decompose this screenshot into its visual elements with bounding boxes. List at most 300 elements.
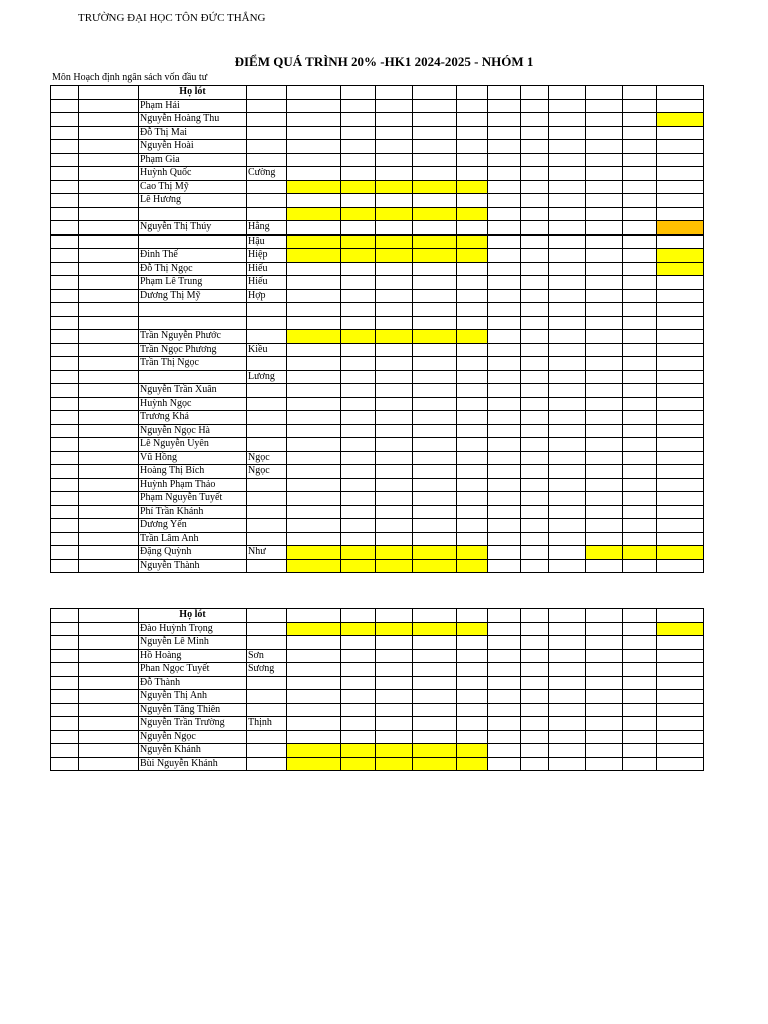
table-row (51, 316, 704, 330)
score-cell (586, 703, 623, 717)
score-cell (413, 411, 457, 425)
score-cell (521, 411, 549, 425)
score-cell (657, 424, 704, 438)
score-cell (413, 424, 457, 438)
score-cell (488, 478, 521, 492)
score-cell (623, 276, 657, 290)
score-cell (488, 757, 521, 771)
score-cell (657, 153, 704, 167)
score-cell (413, 546, 457, 560)
score-cell (413, 663, 457, 677)
cell-stt (51, 126, 79, 140)
score-cell (413, 397, 457, 411)
score-cell (457, 249, 488, 263)
score-cell (549, 235, 586, 249)
school-name: TRƯỜNG ĐẠI HỌC TÔN ĐỨC THẮNG (78, 12, 266, 24)
cell-mssv (79, 622, 139, 636)
cell-ho-lot: Nguyễn Tăng Thiên (139, 703, 247, 717)
score-cell (413, 451, 457, 465)
score-cell (457, 235, 488, 249)
score-cell (488, 676, 521, 690)
score-cell (341, 153, 376, 167)
score-cell (657, 559, 704, 573)
score-cell (413, 249, 457, 263)
score-cell (413, 492, 457, 506)
score-cell (341, 451, 376, 465)
score-cell (549, 478, 586, 492)
score-cell (457, 465, 488, 479)
score-cell (623, 330, 657, 344)
score-cell (521, 343, 549, 357)
cell-ho-lot: Lê Nguyễn Uyên (139, 438, 247, 452)
score-cell (376, 153, 413, 167)
score-cell (657, 316, 704, 330)
cell-ho-lot: Hoàng Thị Bích (139, 465, 247, 479)
score-cell (488, 153, 521, 167)
cell-stt (51, 744, 79, 758)
table-row (51, 411, 704, 425)
cell-mssv (79, 370, 139, 384)
score-cell (341, 276, 376, 290)
cell-stt (51, 532, 79, 546)
score-cell (341, 343, 376, 357)
score-cell (586, 140, 623, 154)
score-cell (521, 465, 549, 479)
table-row (51, 99, 704, 113)
score-cell (413, 357, 457, 371)
score-cell (657, 235, 704, 249)
score-cell (586, 411, 623, 425)
cell-ho-lot: Nguyễn Ngọc Hà (139, 424, 247, 438)
score-cell (488, 438, 521, 452)
cell-mssv (79, 153, 139, 167)
cell-mssv (79, 478, 139, 492)
score-cell (376, 249, 413, 263)
cell-mssv (79, 330, 139, 344)
cell-ho-lot (139, 207, 247, 221)
score-cell (521, 717, 549, 731)
score-cell (376, 663, 413, 677)
cell-ten: Thịnh (247, 717, 287, 731)
cell-stt (51, 717, 79, 731)
cell-ten: Hiệp (247, 249, 287, 263)
score-cell (623, 384, 657, 398)
score-cell (376, 167, 413, 181)
score-cell (623, 744, 657, 758)
score-cell (413, 316, 457, 330)
cell-mssv (79, 113, 139, 127)
cell-mssv (79, 505, 139, 519)
cell-ten (247, 140, 287, 154)
cell-ten: Lương (247, 370, 287, 384)
score-cell (341, 330, 376, 344)
score-cell (376, 622, 413, 636)
score-cell (376, 690, 413, 704)
score-cell (549, 140, 586, 154)
score-cell (413, 99, 457, 113)
table-row (51, 424, 704, 438)
score-cell (457, 330, 488, 344)
score-cell (586, 492, 623, 506)
cell-ho-lot: Nguyễn Hoài (139, 140, 247, 154)
score-cell (657, 330, 704, 344)
score-cell (549, 649, 586, 663)
score-cell (521, 478, 549, 492)
table-header-row (51, 86, 704, 100)
score-cell (287, 478, 341, 492)
score-cell (657, 649, 704, 663)
cell-ten (247, 411, 287, 425)
table-row (51, 622, 704, 636)
table-row (51, 384, 704, 398)
cell-mssv (79, 235, 139, 249)
score-cell (376, 744, 413, 758)
score-cell (413, 649, 457, 663)
score-cell (623, 180, 657, 194)
cell-mssv (79, 546, 139, 560)
score-cell (287, 438, 341, 452)
score-cell (457, 221, 488, 235)
score-cell (549, 717, 586, 731)
score-cell (287, 411, 341, 425)
score-cell (341, 140, 376, 154)
score-cell (287, 221, 341, 235)
cell-ho-lot: Nguyễn Ngọc (139, 730, 247, 744)
score-cell (623, 622, 657, 636)
cell-stt (51, 559, 79, 573)
table-row (51, 532, 704, 546)
score-cell (623, 730, 657, 744)
score-cell (341, 126, 376, 140)
score-cell (586, 99, 623, 113)
header-cell (586, 86, 623, 100)
cell-stt (51, 505, 79, 519)
cell-ten (247, 703, 287, 717)
score-cell (287, 289, 341, 303)
score-cell (287, 316, 341, 330)
score-cell (341, 316, 376, 330)
score-cell (341, 262, 376, 276)
score-cell (457, 676, 488, 690)
score-cell (376, 221, 413, 235)
cell-ho-lot (139, 235, 247, 249)
score-cell (457, 519, 488, 533)
cell-ten: Như (247, 546, 287, 560)
cell-ten (247, 730, 287, 744)
score-cell (549, 546, 586, 560)
score-cell (657, 140, 704, 154)
score-cell (657, 546, 704, 560)
header-ho-lot: Họ lót (139, 86, 247, 100)
cell-ho-lot: Đỗ Thị Mai (139, 126, 247, 140)
score-cell (586, 519, 623, 533)
cell-ten (247, 676, 287, 690)
cell-mssv (79, 207, 139, 221)
score-cell (341, 703, 376, 717)
score-cell (457, 717, 488, 731)
cell-ho-lot: Nguyễn Thành (139, 559, 247, 573)
cell-stt (51, 438, 79, 452)
score-cell (549, 663, 586, 677)
score-cell (287, 180, 341, 194)
cell-ho-lot (139, 370, 247, 384)
score-cell (549, 303, 586, 317)
score-cell (376, 357, 413, 371)
score-cell (341, 532, 376, 546)
score-cell (376, 676, 413, 690)
score-cell (413, 153, 457, 167)
score-cell (457, 559, 488, 573)
cell-mssv (79, 559, 139, 573)
cell-ten: Ngọc (247, 451, 287, 465)
score-cell (549, 622, 586, 636)
score-cell (623, 221, 657, 235)
score-cell (586, 397, 623, 411)
table-row (51, 663, 704, 677)
score-cell (657, 505, 704, 519)
score-cell (586, 384, 623, 398)
score-cell (657, 167, 704, 181)
score-cell (521, 532, 549, 546)
score-cell (457, 744, 488, 758)
score-cell (376, 546, 413, 560)
score-cell (341, 384, 376, 398)
score-cell (413, 519, 457, 533)
cell-ten (247, 636, 287, 650)
score-cell (549, 167, 586, 181)
cell-ten (247, 744, 287, 758)
score-cell (413, 438, 457, 452)
score-cell (376, 438, 413, 452)
score-cell (376, 532, 413, 546)
cell-ho-lot: Cao Thị Mỹ (139, 180, 247, 194)
header-cell (376, 609, 413, 623)
score-cell (488, 384, 521, 398)
score-cell (521, 316, 549, 330)
score-cell (457, 262, 488, 276)
score-cell (623, 113, 657, 127)
cell-ho-lot: Trần Nguyễn Phước (139, 330, 247, 344)
score-cell (549, 532, 586, 546)
cell-ten: Hiếu (247, 276, 287, 290)
table-row (51, 262, 704, 276)
score-cell (413, 730, 457, 744)
score-cell (376, 424, 413, 438)
score-cell (586, 370, 623, 384)
score-cell (287, 330, 341, 344)
header-cell (521, 609, 549, 623)
score-cell (521, 690, 549, 704)
score-cell (457, 478, 488, 492)
score-cell (488, 559, 521, 573)
cell-ten (247, 622, 287, 636)
table-row (51, 194, 704, 208)
header-cell (488, 609, 521, 623)
score-cell (376, 180, 413, 194)
score-cell (623, 207, 657, 221)
score-cell (457, 424, 488, 438)
table-row (51, 289, 704, 303)
score-cell (287, 636, 341, 650)
score-cell (457, 357, 488, 371)
cell-ho-lot: Phí Trần Khánh (139, 505, 247, 519)
score-cell (549, 676, 586, 690)
score-cell (521, 99, 549, 113)
table-row (51, 140, 704, 154)
score-cell (457, 113, 488, 127)
score-cell (457, 316, 488, 330)
score-cell (287, 167, 341, 181)
cell-mssv (79, 397, 139, 411)
score-cell (549, 249, 586, 263)
score-cell (521, 180, 549, 194)
cell-mssv (79, 194, 139, 208)
cell-stt (51, 370, 79, 384)
header-cell (287, 86, 341, 100)
header-cell (413, 86, 457, 100)
score-cell (413, 207, 457, 221)
score-cell (521, 113, 549, 127)
score-cell (657, 690, 704, 704)
header-cell (549, 86, 586, 100)
score-cell (623, 370, 657, 384)
score-cell (457, 140, 488, 154)
table-row (51, 492, 704, 506)
score-cell (413, 532, 457, 546)
cell-stt (51, 99, 79, 113)
score-cell (521, 744, 549, 758)
score-cell (287, 546, 341, 560)
table-row (51, 221, 704, 235)
score-cell (521, 703, 549, 717)
table-row (51, 357, 704, 371)
score-cell (376, 140, 413, 154)
cell-ho-lot: Phạm Gia (139, 153, 247, 167)
score-cell (521, 649, 549, 663)
cell-mssv (79, 636, 139, 650)
score-cell (376, 262, 413, 276)
header-cell (623, 86, 657, 100)
score-cell (457, 126, 488, 140)
score-cell (413, 703, 457, 717)
cell-stt (51, 703, 79, 717)
table-row (51, 757, 704, 771)
score-cell (623, 424, 657, 438)
header-cell (521, 86, 549, 100)
table-row (51, 249, 704, 263)
score-cell (549, 194, 586, 208)
cell-ho-lot: Bùi Nguyễn Khánh (139, 757, 247, 771)
score-cell (623, 194, 657, 208)
score-cell (623, 663, 657, 677)
score-cell (287, 424, 341, 438)
score-cell (413, 289, 457, 303)
score-cell (488, 703, 521, 717)
score-cell (413, 676, 457, 690)
score-cell (457, 343, 488, 357)
score-cell (376, 330, 413, 344)
score-cell (623, 167, 657, 181)
cell-ho-lot: Nguyễn Khánh (139, 744, 247, 758)
score-cell (341, 113, 376, 127)
cell-mssv (79, 384, 139, 398)
score-cell (657, 411, 704, 425)
score-cell (657, 532, 704, 546)
score-cell (586, 649, 623, 663)
score-cell (549, 492, 586, 506)
cell-stt (51, 262, 79, 276)
score-cell (521, 519, 549, 533)
score-cell (488, 357, 521, 371)
score-cell (457, 289, 488, 303)
table-row (51, 207, 704, 221)
score-cell (521, 207, 549, 221)
score-cell (586, 424, 623, 438)
header-cell (457, 86, 488, 100)
cell-ho-lot: Phạm Lê Trung (139, 276, 247, 290)
score-cell (376, 478, 413, 492)
table-row (51, 546, 704, 560)
score-cell (376, 194, 413, 208)
score-cell (376, 505, 413, 519)
cell-ho-lot: Phan Ngọc Tuyết (139, 663, 247, 677)
cell-mssv (79, 649, 139, 663)
score-cell (586, 622, 623, 636)
score-cell (488, 249, 521, 263)
table-row (51, 649, 704, 663)
score-cell (457, 636, 488, 650)
cell-ho-lot: Huỳnh Ngọc (139, 397, 247, 411)
cell-mssv (79, 663, 139, 677)
cell-ten: Hậu (247, 235, 287, 249)
score-cell (287, 676, 341, 690)
cell-mssv (79, 438, 139, 452)
cell-mssv (79, 167, 139, 181)
score-cell (287, 690, 341, 704)
score-cell (586, 249, 623, 263)
score-cell (413, 370, 457, 384)
score-cell (457, 397, 488, 411)
score-cell (657, 289, 704, 303)
score-cell (521, 492, 549, 506)
score-cell (521, 546, 549, 560)
score-cell (623, 757, 657, 771)
cell-ten (247, 384, 287, 398)
score-cell (549, 744, 586, 758)
cell-stt (51, 303, 79, 317)
score-cell (657, 676, 704, 690)
score-cell (521, 303, 549, 317)
cell-stt (51, 546, 79, 560)
cell-mssv (79, 303, 139, 317)
score-cell (549, 357, 586, 371)
header-cell (79, 86, 139, 100)
cell-stt (51, 757, 79, 771)
score-cell (287, 717, 341, 731)
cell-stt (51, 478, 79, 492)
score-cell (287, 622, 341, 636)
score-cell (521, 505, 549, 519)
score-cell (413, 505, 457, 519)
score-cell (457, 451, 488, 465)
score-cell (586, 126, 623, 140)
score-cell (623, 99, 657, 113)
score-cell (287, 559, 341, 573)
score-cell (341, 730, 376, 744)
score-cell (488, 262, 521, 276)
score-cell (376, 289, 413, 303)
score-cell (413, 343, 457, 357)
